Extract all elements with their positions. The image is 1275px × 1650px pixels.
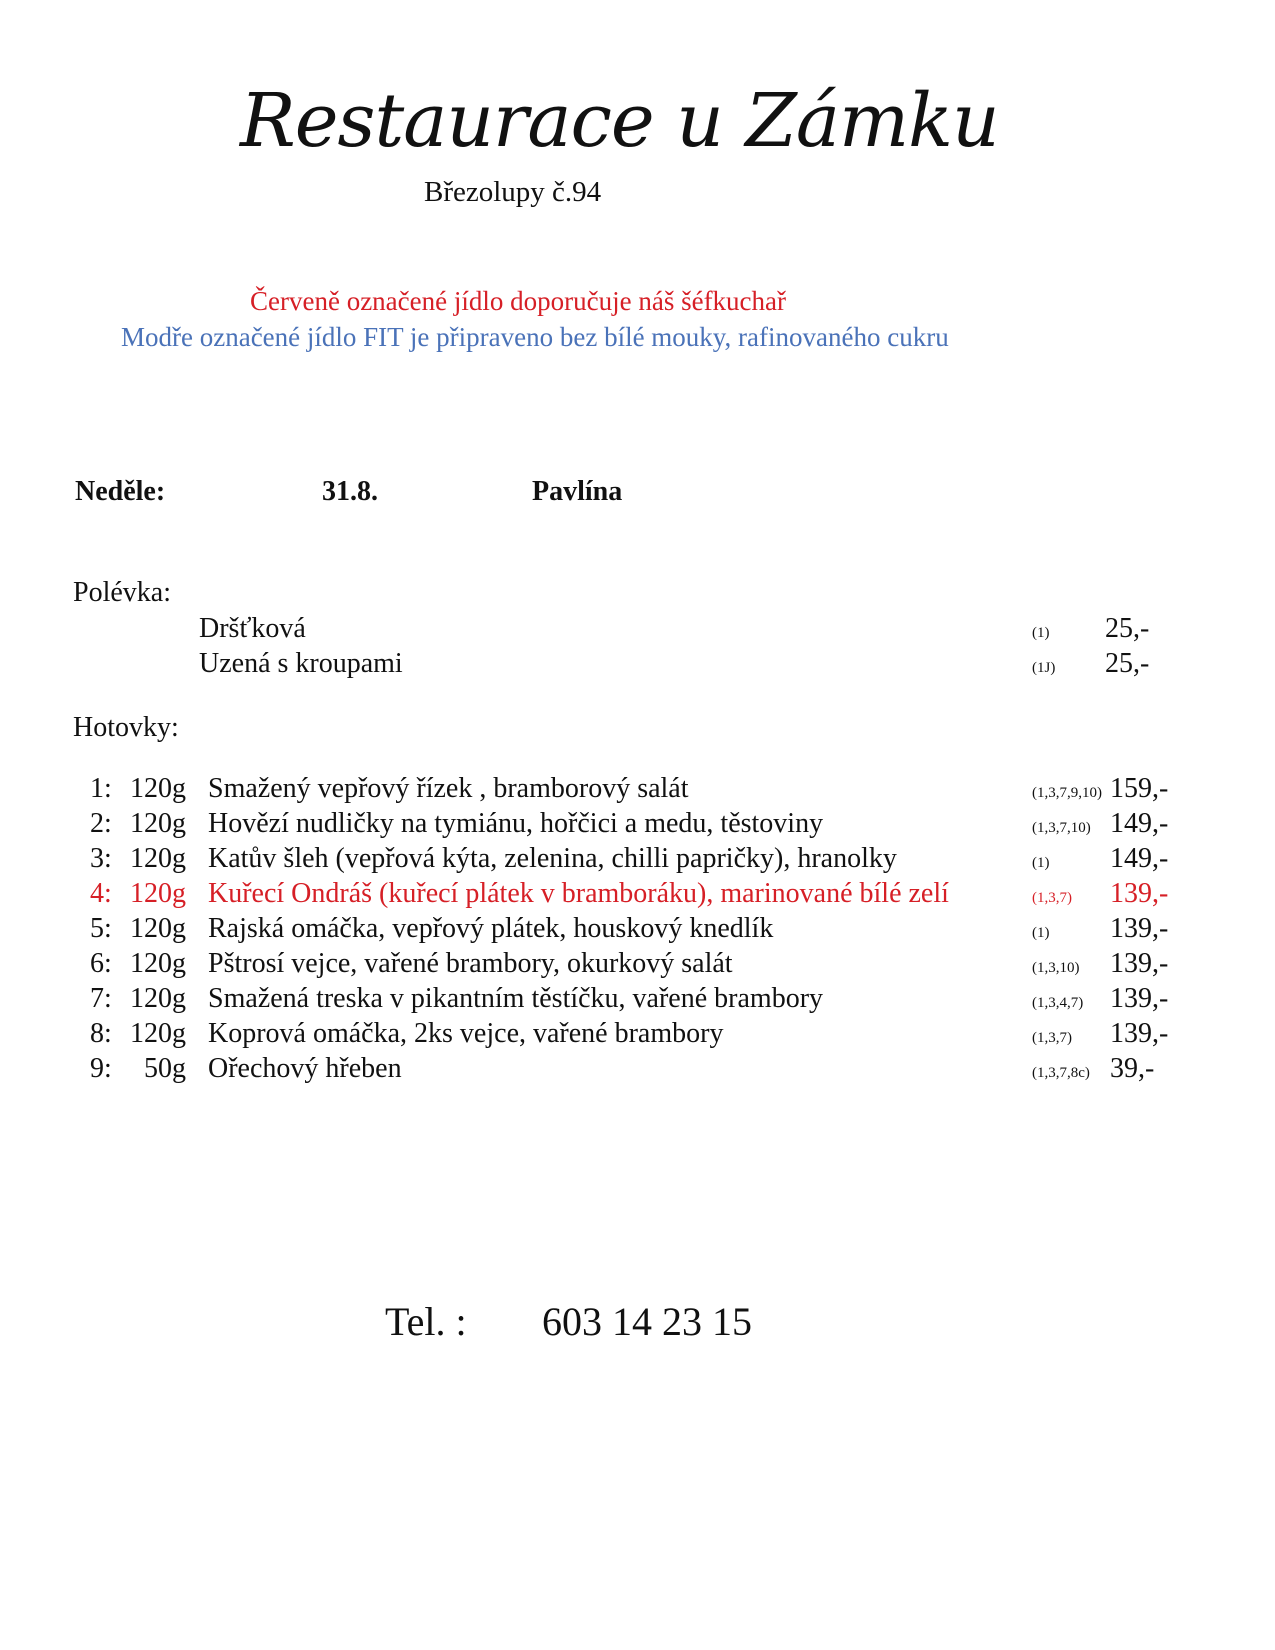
dish-name: Hovězí nudličky na tymiánu, hořčici a medu, těstoviny [208,808,824,839]
soup-row [0,613,1275,649]
dish-row [0,1053,1275,1089]
dish-row [0,843,1275,879]
dish-name: Smažený vepřový řízek , bramborový salát [208,773,689,804]
dish-allergens: (1,3,10) [1032,960,1080,976]
dish-price: 159,- [1110,773,1169,804]
dish-row [0,948,1275,984]
dish-row [0,983,1275,1019]
mains-section-label: Hotovky: [73,712,179,743]
dish-number: 4: [90,878,112,909]
dish-name: Katův šleh (vepřová kýta, zelenina, chilli papričky), hranolky [208,843,897,874]
dish-name: Rajská omáčka, vepřový plátek, houskový knedlík [208,913,774,944]
dish-weight: 120g [130,913,186,944]
dish-price: 139,- [1110,878,1169,909]
dish-name: Smažená treska v pikantním těstíčku, vařené brambory [208,983,824,1014]
dish-row [0,913,1275,949]
dish-name: Kuřecí Ondráš (kuřecí plátek v bramboráku), marinované bílé zelí [208,878,949,909]
dish-number: 6: [90,948,112,979]
restaurant-title: Restaurace u Zámku [240,78,999,164]
dish-row-recommended [0,878,1275,914]
soup-allergens: (1) [1032,625,1050,641]
dish-weight: 120g [130,843,186,874]
restaurant-address: Březolupy č.94 [424,176,602,208]
soup-allergens: (1J) [1032,660,1056,676]
dish-allergens: (1,3,7,10) [1032,820,1091,836]
dish-row [0,808,1275,844]
fit-note: Modře označené jídlo FIT je připraveno bez bílé mouky, rafinovaného cukru [121,322,949,352]
dish-number: 1: [90,773,112,804]
day-name: Neděle: [75,476,166,507]
dish-number: 8: [90,1018,112,1049]
dish-weight: 120g [130,808,186,839]
dish-weight: 120g [130,773,186,804]
dish-weight: 50g [144,1053,186,1084]
day-date: 31.8. [322,476,378,507]
dish-weight: 120g [130,1018,186,1049]
dish-number: 2: [90,808,112,839]
soup-section-label: Polévka: [73,577,171,608]
dish-price: 139,- [1110,913,1169,944]
soup-name: Uzená s kroupami [199,648,403,679]
dish-price: 149,- [1110,808,1169,839]
soup-name: Dršťková [199,613,306,644]
dish-number: 5: [90,913,112,944]
dish-row [0,1018,1275,1054]
phone-number: 603 14 23 15 [542,1299,752,1344]
dish-price: 39,- [1110,1053,1155,1084]
soup-row [0,648,1275,684]
dish-allergens: (1) [1032,855,1050,871]
dish-allergens: (1,3,7) [1032,1030,1072,1046]
dish-name: Pštrosí vejce, vařené brambory, okurkový salát [208,948,733,979]
phone-label: Tel. : [385,1299,467,1344]
dish-allergens: (1,3,7,8c) [1032,1065,1090,1081]
dish-number: 9: [90,1053,112,1084]
recommended-note: Červeně označené jídlo doporučuje náš šéfkuchař [250,286,787,316]
dish-name: Ořechový hřeben [208,1053,402,1084]
dish-price: 139,- [1110,1018,1169,1049]
dish-row [0,773,1275,809]
dish-price: 139,- [1110,983,1169,1014]
dish-allergens: (1,3,4,7) [1032,995,1084,1011]
dish-price: 149,- [1110,843,1169,874]
dish-weight: 120g [130,878,186,909]
dish-allergens: (1) [1032,925,1050,941]
soup-price: 25,- [1105,613,1150,644]
dish-number: 3: [90,843,112,874]
dish-allergens: (1,3,7,9,10) [1032,785,1102,801]
dish-number: 7: [90,983,112,1014]
dish-weight: 120g [130,948,186,979]
soup-price: 25,- [1105,648,1150,679]
dish-weight: 120g [130,983,186,1014]
day-nameday: Pavlína [532,476,623,507]
dish-price: 139,- [1110,948,1169,979]
dish-name: Koprová omáčka, 2ks vejce, vařené brambory [208,1018,724,1049]
dish-allergens: (1,3,7) [1032,890,1072,906]
